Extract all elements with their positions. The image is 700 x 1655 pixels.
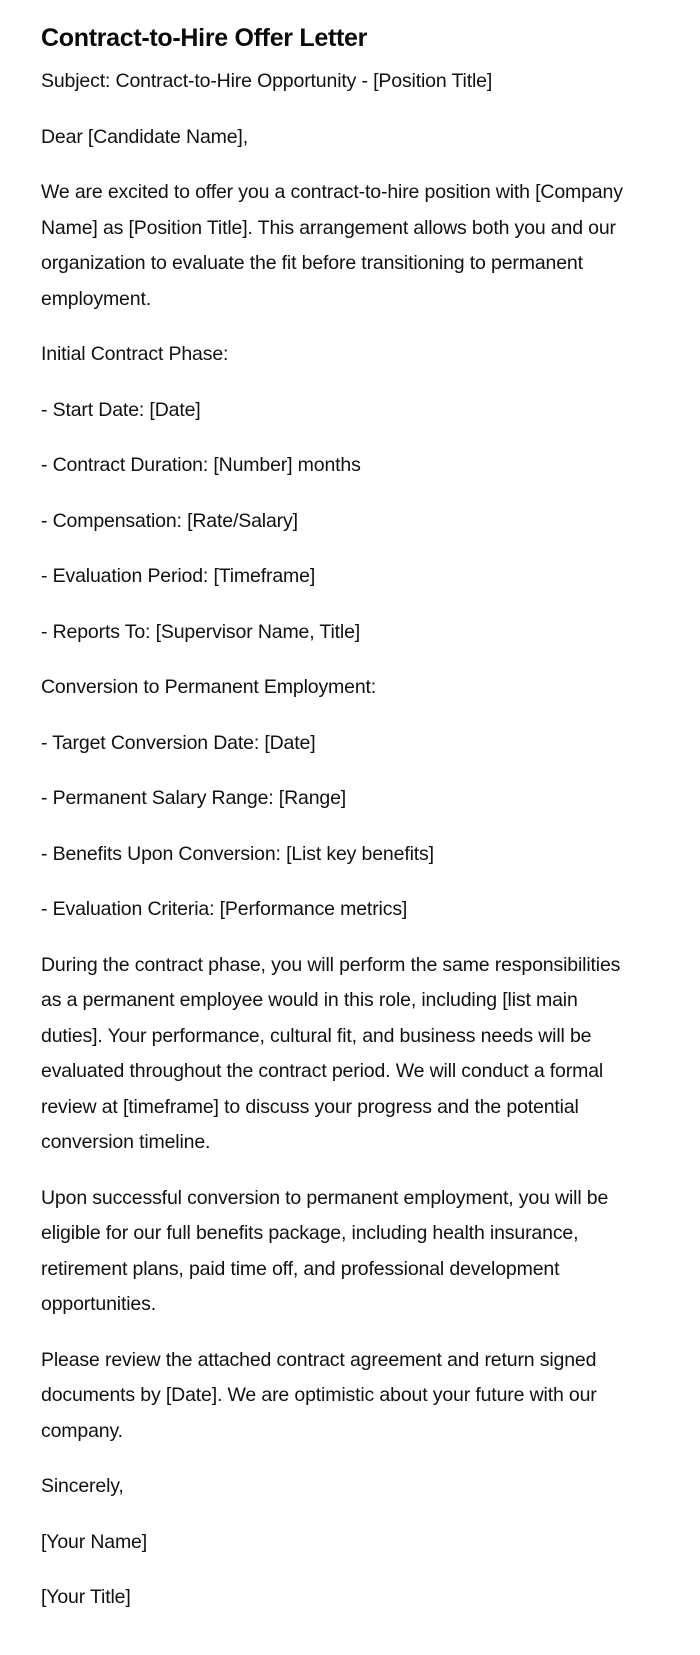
initial-phase-item-evaluation-period: - Evaluation Period: [Timeframe] <box>41 565 316 587</box>
initial-phase-item-compensation: - Compensation: [Rate/Salary] <box>41 509 298 532</box>
contract-phase-paragraph: During the contract phase, you will perform the same responsibilities as a permanent employee would in this role, including [list main duties]. Your performance, cultural fit, and business needs will be evaluated throughout the contract period. We will conduct a formal review at [timeframe] to discuss your progress and the potential conversion timeline. <box>41 953 621 1153</box>
document-title: Contract-to-Hire Offer Letter <box>41 24 368 52</box>
conversion-item-salary-range: - Permanent Salary Range: [Range] <box>41 787 347 809</box>
conversion-item-benefits: - Benefits Upon Conversion: [List key benefits] <box>41 842 434 865</box>
initial-phase-item-duration: - Contract Duration: [Number] months <box>41 454 361 476</box>
conversion-heading: Conversion to Permanent Employment: <box>41 676 377 698</box>
conversion-item-evaluation-criteria: - Evaluation Criteria: [Performance metrics] <box>41 898 408 920</box>
signature-title: [Your Title] <box>41 1586 131 1608</box>
benefits-paragraph: Upon successful conversion to permanent employment, you will be eligible for our full benefits package, including health insurance, retirement plans, paid time off, and professional development opportunities. <box>41 1186 609 1315</box>
subject-line: Subject: Contract-to-Hire Opportunity - [Position Title] <box>41 70 493 92</box>
initial-phase-item-reports-to: - Reports To: [Supervisor Name, Title] <box>41 620 361 643</box>
intro-paragraph: We are excited to offer you a contract-to-hire position with [Company Name] as [Position Title]. This arrangement allows both you and our organization to evaluate the fit before transitioning to permanent employment. <box>41 181 623 310</box>
closing: Sincerely, <box>41 1475 124 1497</box>
initial-phase-item-start-date: - Start Date: [Date] <box>41 398 201 421</box>
signature-name: [Your Name] <box>41 1530 148 1553</box>
conversion-item-target-date: - Target Conversion Date: [Date] <box>41 731 316 754</box>
salutation: Dear [Candidate Name], <box>41 125 248 148</box>
initial-phase-heading: Initial Contract Phase: <box>41 343 229 365</box>
review-request-paragraph: Please review the attached contract agreement and return signed documents by [Date]. We are optimistic about your future with our company. <box>41 1348 597 1442</box>
